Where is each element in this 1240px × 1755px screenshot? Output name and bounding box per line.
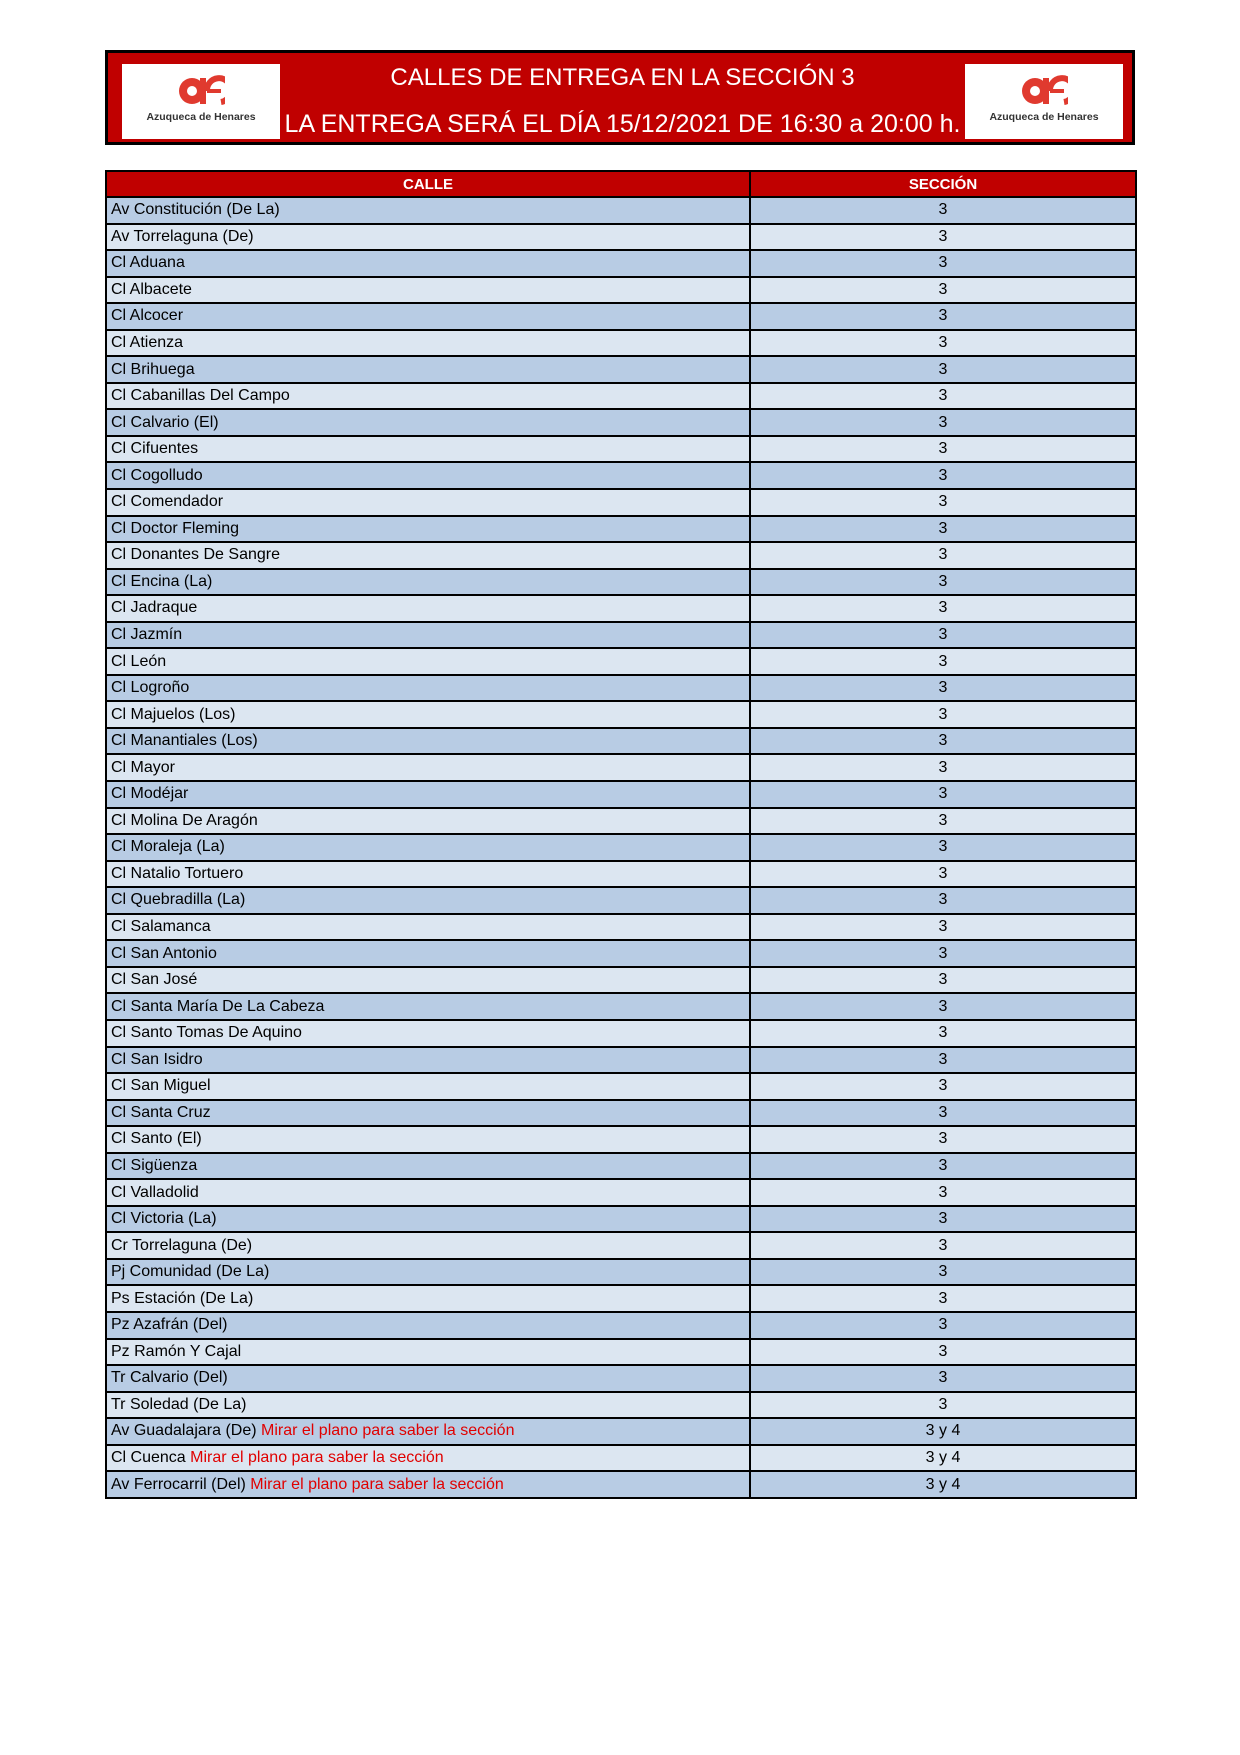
section-cell: 3 xyxy=(750,967,1136,994)
section-cell: 3 xyxy=(750,409,1136,436)
street-cell xyxy=(106,648,750,675)
street-name: Cl Cuenca xyxy=(111,1448,186,1466)
section-cell: 3 xyxy=(750,754,1136,781)
street-cell xyxy=(106,1232,750,1259)
street-name: Cl Cifuentes xyxy=(111,440,199,458)
section-cell: 3 xyxy=(750,1365,1136,1392)
street-name: Av Torrelaguna (De) xyxy=(111,227,254,245)
street-name: Cl Moraleja (La) xyxy=(111,838,225,856)
street-cell xyxy=(106,1179,750,1206)
table-row xyxy=(106,462,1136,489)
street-cell xyxy=(106,1126,750,1153)
street-name: Cl Jazmín xyxy=(111,626,183,644)
street-name: Cl Santo Tomas De Aquino xyxy=(111,1024,302,1042)
street-cell xyxy=(106,1047,750,1074)
table-row xyxy=(106,542,1136,569)
table-row xyxy=(106,1206,1136,1233)
street-cell xyxy=(106,675,750,702)
street-name: Cl Doctor Fleming xyxy=(111,519,240,537)
street-cell xyxy=(106,542,750,569)
street-name: Cl Victoria (La) xyxy=(111,1210,217,1228)
banner-title-line2: LA ENTREGA SERÁ EL DÍA 15/12/2021 DE 16:30 a 20:00 h. xyxy=(284,110,961,138)
section-cell: 3 xyxy=(750,993,1136,1020)
section-cell: 3 xyxy=(750,808,1136,835)
street-name: Cl Aduana xyxy=(111,254,185,272)
street-cell xyxy=(106,754,750,781)
logo-left xyxy=(122,64,280,139)
table-row xyxy=(106,675,1136,702)
street-cell xyxy=(106,1153,750,1180)
streets-table-wrapper xyxy=(105,170,1135,1499)
section-cell: 3 xyxy=(750,1047,1136,1074)
table-row xyxy=(106,1392,1136,1419)
plan-note: Mirar el plano para saber la sección xyxy=(250,1475,504,1493)
section-cell: 3 xyxy=(750,1073,1136,1100)
table-body xyxy=(106,197,1136,1498)
street-cell xyxy=(106,1020,750,1047)
table-row xyxy=(106,940,1136,967)
section-cell: 3 xyxy=(750,622,1136,649)
table-row xyxy=(106,1418,1136,1445)
street-name: Cl Albacete xyxy=(111,280,192,298)
street-name: Cl Quebradilla (La) xyxy=(111,891,246,909)
title-banner xyxy=(105,50,1135,145)
street-cell xyxy=(106,914,750,941)
section-cell: 3 xyxy=(750,197,1136,224)
table-row xyxy=(106,1285,1136,1312)
street-cell xyxy=(106,1418,750,1445)
table-header-row xyxy=(106,171,1136,197)
section-cell: 3 xyxy=(750,1153,1136,1180)
section-cell: 3 xyxy=(750,675,1136,702)
street-cell xyxy=(106,967,750,994)
table-row xyxy=(106,1153,1136,1180)
section-cell: 3 xyxy=(750,516,1136,543)
section-cell: 3 xyxy=(750,383,1136,410)
table-row xyxy=(106,1339,1136,1366)
table-row xyxy=(106,1471,1136,1498)
street-cell xyxy=(106,701,750,728)
street-name: Cl Jadraque xyxy=(111,599,198,617)
section-cell: 3 xyxy=(750,436,1136,463)
table-row xyxy=(106,1100,1136,1127)
table-row xyxy=(106,754,1136,781)
street-name: Cl Cabanillas Del Campo xyxy=(111,387,290,405)
section-cell: 3 xyxy=(750,728,1136,755)
table-row xyxy=(106,781,1136,808)
section-cell: 3 xyxy=(750,569,1136,596)
street-name: Cl Calvario (El) xyxy=(111,413,219,431)
street-cell xyxy=(106,356,750,383)
table-row xyxy=(106,569,1136,596)
street-name: Cl Salamanca xyxy=(111,918,211,936)
section-cell: 3 xyxy=(750,1100,1136,1127)
table-row xyxy=(106,648,1136,675)
table-row xyxy=(106,224,1136,251)
street-name: Cl Alcocer xyxy=(111,307,184,325)
table-row xyxy=(106,1312,1136,1339)
street-name: Cl Atienza xyxy=(111,334,184,351)
street-cell xyxy=(106,1445,750,1472)
table-row xyxy=(106,436,1136,463)
section-cell: 3 xyxy=(750,648,1136,675)
street-cell xyxy=(106,1259,750,1286)
logo-right xyxy=(965,64,1123,139)
section-cell: 3 xyxy=(750,462,1136,489)
street-cell xyxy=(106,303,750,330)
street-name: Cl Mayor xyxy=(111,758,176,776)
street-name: Cl Cogolludo xyxy=(111,466,203,484)
table-row xyxy=(106,303,1136,330)
section-cell: 3 xyxy=(750,887,1136,914)
street-cell xyxy=(106,861,750,888)
section-cell: 3 xyxy=(750,303,1136,330)
street-cell xyxy=(106,330,750,357)
table-row xyxy=(106,409,1136,436)
table-row xyxy=(106,516,1136,543)
logo-text: Azuqueca de Henares xyxy=(989,111,1099,123)
street-cell xyxy=(106,1100,750,1127)
table-row xyxy=(106,197,1136,224)
street-name: Cl San Isidro xyxy=(111,1050,203,1068)
section-cell: 3 xyxy=(750,224,1136,251)
street-name: Cl Logroño xyxy=(111,679,190,697)
street-cell xyxy=(106,1339,750,1366)
section-cell: 3 xyxy=(750,1392,1136,1419)
table-row xyxy=(106,356,1136,383)
street-name: Cl Santa Cruz xyxy=(111,1103,211,1121)
plan-note: Mirar el plano para saber la sección xyxy=(261,1422,515,1440)
street-cell xyxy=(106,383,750,410)
street-name: Cl Manantiales (Los) xyxy=(111,732,258,750)
section-cell: 3 xyxy=(750,1259,1136,1286)
section-cell: 3 xyxy=(750,701,1136,728)
street-cell xyxy=(106,197,750,224)
plan-note: Mirar el plano para saber la sección xyxy=(190,1448,444,1466)
section-cell: 3 xyxy=(750,1206,1136,1233)
table-row xyxy=(106,967,1136,994)
section-cell: 3 xyxy=(750,330,1136,357)
section-cell: 3 xyxy=(750,1126,1136,1153)
street-name: Cl Molina De Aragón xyxy=(111,811,258,829)
street-name: Cl San José xyxy=(111,971,198,989)
table-row xyxy=(106,808,1136,835)
section-cell: 3 y 4 xyxy=(750,1418,1136,1445)
street-cell xyxy=(106,728,750,755)
street-cell xyxy=(106,834,750,861)
street-name: Pz Azafrán (Del) xyxy=(111,1316,228,1334)
table-row xyxy=(106,861,1136,888)
street-name: Cl Santa María De La Cabeza xyxy=(111,997,325,1015)
section-cell: 3 xyxy=(750,914,1136,941)
table-row xyxy=(106,1259,1136,1286)
street-name: Av Ferrocarril (Del) xyxy=(111,1475,246,1493)
section-cell: 3 xyxy=(750,1179,1136,1206)
section-cell: 3 xyxy=(750,1339,1136,1366)
street-cell xyxy=(106,1073,750,1100)
section-cell: 3 xyxy=(750,542,1136,569)
table-row xyxy=(106,728,1136,755)
street-cell xyxy=(106,569,750,596)
table-row xyxy=(106,1047,1136,1074)
section-cell: 3 xyxy=(750,1020,1136,1047)
street-cell xyxy=(106,224,750,251)
street-name: Cl Sigüenza xyxy=(111,1156,198,1174)
table-row xyxy=(106,595,1136,622)
street-cell xyxy=(106,1312,750,1339)
section-cell: 3 xyxy=(750,1232,1136,1259)
street-cell xyxy=(106,993,750,1020)
street-name: Cl Brihuega xyxy=(111,360,195,378)
street-cell xyxy=(106,622,750,649)
street-name: Pz Ramón Y Cajal xyxy=(111,1342,242,1360)
street-name: Cl San Antonio xyxy=(111,944,217,962)
street-cell xyxy=(106,781,750,808)
section-cell: 3 xyxy=(750,781,1136,808)
section-cell: 3 xyxy=(750,834,1136,861)
street-name: Ps Estación (De La) xyxy=(111,1289,254,1307)
street-cell xyxy=(106,595,750,622)
table-row xyxy=(106,834,1136,861)
table-row xyxy=(106,1232,1136,1259)
street-cell xyxy=(106,462,750,489)
street-name: Cl León xyxy=(111,652,167,670)
section-cell: 3 xyxy=(750,250,1136,277)
street-name: Cl Santo (El) xyxy=(111,1130,202,1148)
table-row xyxy=(106,330,1136,357)
street-cell xyxy=(106,250,750,277)
table-row xyxy=(106,701,1136,728)
street-cell xyxy=(106,1285,750,1312)
street-name: Cr Torrelaguna (De) xyxy=(111,1236,253,1254)
street-name: Cl Donantes De Sangre xyxy=(111,546,280,564)
table-row xyxy=(106,489,1136,516)
table-row xyxy=(106,1020,1136,1047)
street-cell xyxy=(106,1471,750,1498)
table-row xyxy=(106,887,1136,914)
street-name: Av Constitución (De La) xyxy=(111,201,280,219)
street-name: Av Guadalajara (De) xyxy=(111,1422,257,1440)
section-cell: 3 y 4 xyxy=(750,1471,1136,1498)
street-cell xyxy=(106,409,750,436)
street-cell xyxy=(106,1365,750,1392)
table-row xyxy=(106,277,1136,304)
street-cell xyxy=(106,277,750,304)
table-row xyxy=(106,993,1136,1020)
street-cell xyxy=(106,489,750,516)
street-name: Tr Calvario (Del) xyxy=(111,1369,228,1387)
table-row xyxy=(106,1445,1136,1472)
section-cell: 3 xyxy=(750,356,1136,383)
azuqueca-logo-icon xyxy=(177,74,225,108)
logo-text: Azuqueca de Henares xyxy=(146,111,256,123)
street-name: Cl Majuelos (Los) xyxy=(111,705,236,723)
street-cell xyxy=(106,940,750,967)
streets-table xyxy=(105,170,1137,1499)
street-cell xyxy=(106,887,750,914)
section-cell: 3 xyxy=(750,1285,1136,1312)
street-name: Pj Comunidad (De La) xyxy=(111,1263,270,1281)
section-cell: 3 xyxy=(750,277,1136,304)
header-calle: CALLE xyxy=(106,171,750,197)
street-name: Cl Modéjar xyxy=(111,785,189,803)
street-cell xyxy=(106,1392,750,1419)
section-cell: 3 xyxy=(750,940,1136,967)
header-seccion: SECCIÓN xyxy=(750,171,1136,197)
street-cell xyxy=(106,1206,750,1233)
table-row xyxy=(106,914,1136,941)
street-name: Tr Soledad (De La) xyxy=(111,1395,247,1413)
street-name: Cl Valladolid xyxy=(111,1183,199,1201)
table-row xyxy=(106,383,1136,410)
street-name: Cl Natalio Tortuero xyxy=(111,864,244,882)
section-cell: 3 xyxy=(750,489,1136,516)
street-name: Cl Encina (La) xyxy=(111,572,213,590)
table-row xyxy=(106,250,1136,277)
table-row xyxy=(106,622,1136,649)
table-row xyxy=(106,1365,1136,1392)
street-cell xyxy=(106,516,750,543)
street-cell xyxy=(106,808,750,835)
section-cell: 3 xyxy=(750,595,1136,622)
section-cell: 3 y 4 xyxy=(750,1445,1136,1472)
azuqueca-logo-icon xyxy=(1020,74,1068,108)
street-name: Cl Comendador xyxy=(111,493,224,511)
section-cell: 3 xyxy=(750,1312,1136,1339)
section-cell: 3 xyxy=(750,861,1136,888)
street-cell xyxy=(106,436,750,463)
street-name: Cl San Miguel xyxy=(111,1077,211,1095)
table-row xyxy=(106,1179,1136,1206)
banner-title-line1: CALLES DE ENTREGA EN LA SECCIÓN 3 xyxy=(390,64,855,91)
table-row xyxy=(106,1126,1136,1153)
table-row xyxy=(106,1073,1136,1100)
